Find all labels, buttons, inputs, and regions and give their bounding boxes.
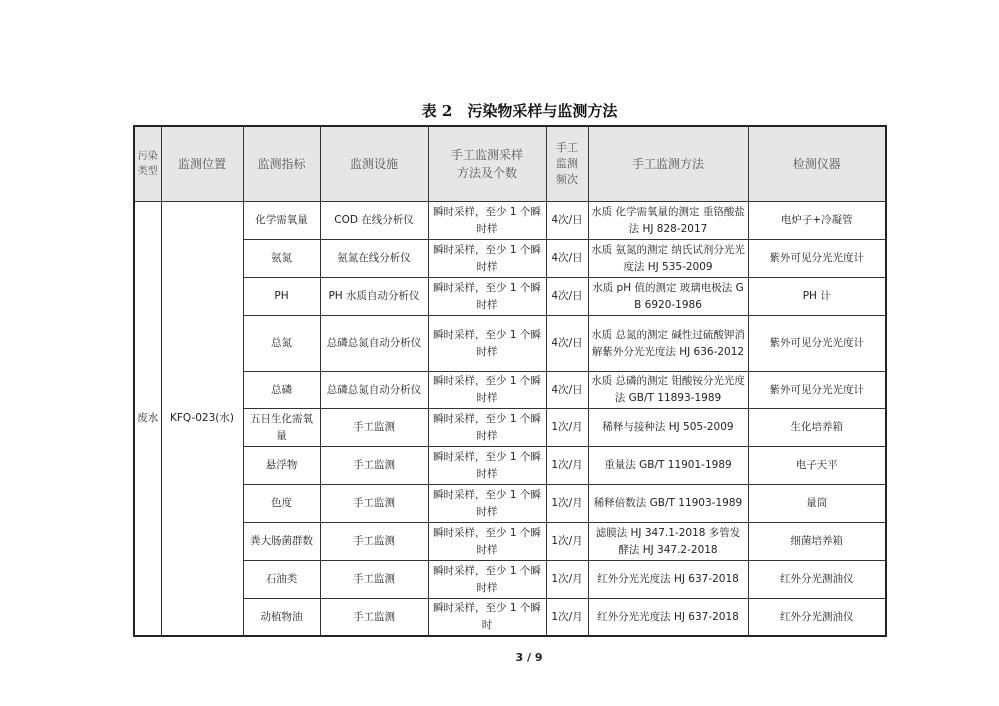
method-cell: 水质 氨氮的测定 纳氏试剂分光光度法 HJ 535-2009 [588,240,748,278]
method-cell: 水质 化学需氧量的测定 重铬酸盐法 HJ 828-2017 [588,202,748,240]
table-row [134,599,886,637]
header-location: 监测位置 [161,126,243,202]
method-cell: 稀释倍数法 GB/T 11903-1989 [588,485,748,523]
frequency-cell: 4次/日 [546,278,588,316]
sampling-cell: 瞬时采样，至少 1 个瞬时样 [428,240,546,278]
indicator-cell: 动植物油 [243,599,320,637]
table-row [134,316,886,372]
header-indicator: 监测指标 [243,126,320,202]
instrument-cell: PH 计 [748,278,886,316]
pollution-type-cell: 废水 [134,202,161,637]
method-cell: 水质 总磷的测定 钼酸铵分光光度法 GB/T 11893-1989 [588,372,748,409]
facility-cell: 总磷总氮自动分析仪 [320,316,428,372]
instrument-cell: 细菌培养箱 [748,523,886,561]
table-row [134,240,886,278]
sampling-cell: 瞬时采样，至少 1 个瞬时样 [428,523,546,561]
frequency-cell: 4次/日 [546,316,588,372]
frequency-cell: 1次/月 [546,523,588,561]
sampling-cell: 瞬时采样，至少 1 个瞬时样 [428,316,546,372]
indicator-cell: 五日生化需氧量 [243,409,320,447]
header-sampling: 手工监测采样方法及个数 [428,126,546,202]
method-cell: 滤膜法 HJ 347.1-2018 多管发酵法 HJ 347.2-2018 [588,523,748,561]
header-frequency: 手工监测频次 [546,126,588,202]
page-number: 3 / 9 [515,651,543,664]
table-row [134,278,886,316]
sampling-cell: 瞬时采样，至少 1 个瞬时样 [428,372,546,409]
instrument-cell: 紫外可见分光光度计 [748,372,886,409]
table-row [134,447,886,485]
instrument-cell: 电炉子+冷凝管 [748,202,886,240]
header-facility: 监测设施 [320,126,428,202]
method-cell: 红外分光光度法 HJ 637-2018 [588,561,748,599]
sampling-cell: 瞬时采样，至少 1 个瞬时样 [428,409,546,447]
indicator-cell: 石油类 [243,561,320,599]
table-row [134,372,886,409]
method-cell: 红外分光光度法 HJ 637-2018 [588,599,748,637]
table-row [134,202,886,240]
sampling-cell: 瞬时采样，至少 1 个瞬时样 [428,447,546,485]
header-pollution-type: 污染类型 [134,126,161,202]
sampling-cell: 瞬时采样，至少 1 个瞬时样 [428,485,546,523]
indicator-cell: 化学需氧量 [243,202,320,240]
frequency-cell: 1次/月 [546,599,588,637]
method-cell: 稀释与接种法 HJ 505-2009 [588,409,748,447]
instrument-cell: 紫外可见分光光度计 [748,316,886,372]
facility-cell: 氨氮在线分析仪 [320,240,428,278]
instrument-cell: 生化培养箱 [748,409,886,447]
header-row [134,126,886,202]
monitoring-methods-table [133,125,887,637]
sampling-cell: 瞬时采样，至少 1 个瞬时 [428,599,546,637]
method-cell: 水质 总氮的测定 碱性过硫酸钾消解紫外分光光度法 HJ 636-2012 [588,316,748,372]
method-cell: 水质 pH 值的测定 玻璃电极法 GB 6920-1986 [588,278,748,316]
location-cell: KFQ-023(水) [161,202,243,637]
table-container [133,125,885,664]
table-row [134,485,886,523]
instrument-cell: 量筒 [748,485,886,523]
instrument-cell: 红外分光测油仪 [748,561,886,599]
table-row [134,523,886,561]
facility-cell: 手工监测 [320,561,428,599]
frequency-cell: 4次/日 [546,372,588,409]
header-instrument: 检测仪器 [748,126,886,202]
indicator-cell: PH [243,278,320,316]
instrument-cell: 紫外可见分光光度计 [748,240,886,278]
facility-cell: PH 水质自动分析仪 [320,278,428,316]
facility-cell: 手工监测 [320,523,428,561]
facility-cell: COD 在线分析仪 [320,202,428,240]
indicator-cell: 总磷 [243,372,320,409]
sampling-cell: 瞬时采样，至少 1 个瞬时样 [428,278,546,316]
indicator-cell: 氨氮 [243,240,320,278]
instrument-cell: 红外分光测油仪 [748,599,886,637]
frequency-cell: 1次/月 [546,561,588,599]
facility-cell: 手工监测 [320,599,428,637]
frequency-cell: 1次/月 [546,485,588,523]
sampling-cell: 瞬时采样，至少 1 个瞬时样 [428,561,546,599]
indicator-cell: 粪大肠菌群数 [243,523,320,561]
facility-cell: 总磷总氮自动分析仪 [320,372,428,409]
instrument-cell: 电子天平 [748,447,886,485]
sampling-cell: 瞬时采样，至少 1 个瞬时样 [428,202,546,240]
frequency-cell: 1次/月 [546,447,588,485]
table-row [134,409,886,447]
method-cell: 重量法 GB/T 11901-1989 [588,447,748,485]
facility-cell: 手工监测 [320,485,428,523]
frequency-cell: 4次/日 [546,202,588,240]
indicator-cell: 悬浮物 [243,447,320,485]
indicator-cell: 色度 [243,485,320,523]
facility-cell: 手工监测 [320,447,428,485]
frequency-cell: 4次/日 [546,240,588,278]
facility-cell: 手工监测 [320,409,428,447]
table-row [134,561,886,599]
frequency-cell: 1次/月 [546,409,588,447]
header-method: 手工监测方法 [588,126,748,202]
table-title: 表 2 污染物采样与监测方法 [421,102,618,120]
indicator-cell: 总氮 [243,316,320,372]
